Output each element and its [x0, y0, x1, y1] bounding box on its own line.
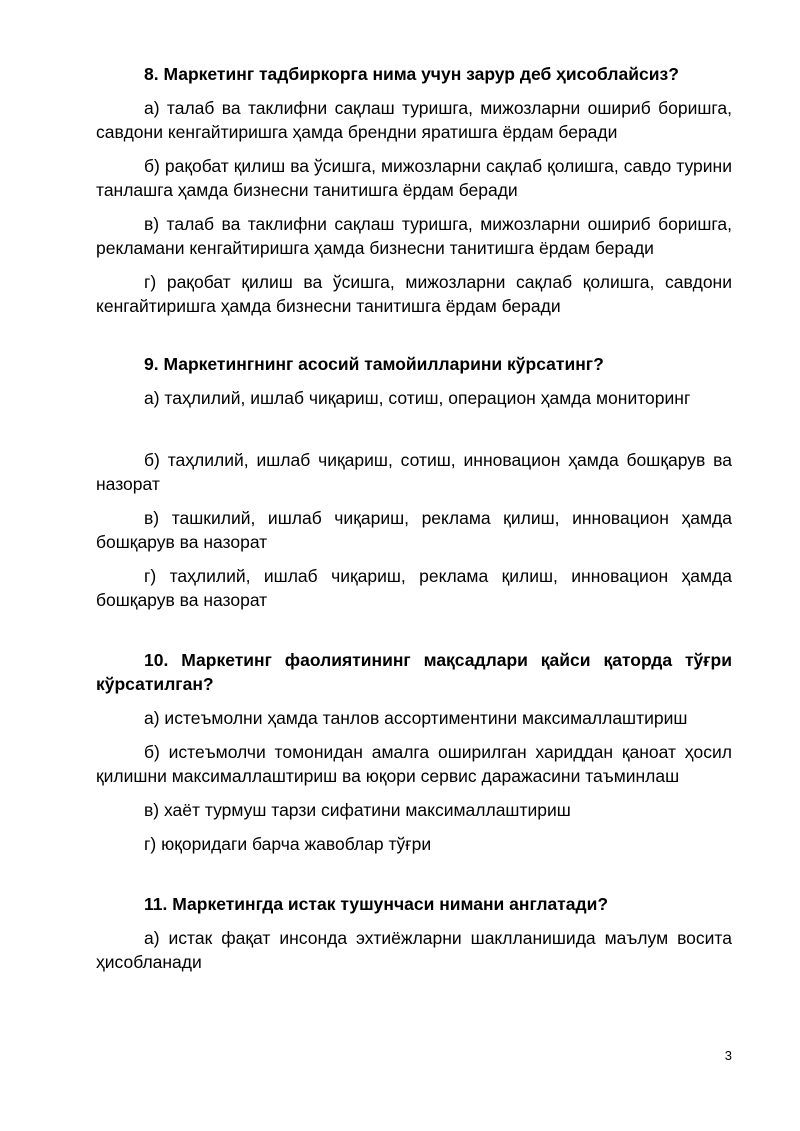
question-11	[96, 892, 732, 974]
question-title: 10. Маркетинг фаолиятининг мақсадлари қайси қаторда тўғри кўрсатилган?	[96, 650, 732, 694]
question-title: 8. Маркетинг тадбиркорга нима учун зарур деб ҳисоблайсиз?	[144, 64, 679, 84]
question-title: 11. Маркетингда истак тушунчаси нимани англатади?	[144, 894, 609, 914]
answer-option-g: г) таҳлилий, ишлаб чиқариш, реклама қилиш, инновацион ҳамда бошқарув ва назорат	[96, 566, 732, 610]
answer-option-b: б) истеъмолчи томонидан амалга оширилган хариддан қаноат ҳосил қилишни максималлаштириш ва юқори сервис даражасини таъминлаш	[96, 742, 732, 786]
answer-option-v: в) ташкилий, ишлаб чиқариш, реклама қилиш, инновацион ҳамда бошқарув ва назорат	[96, 508, 732, 552]
answer-option-a: а) таҳлилий, ишлаб чиқариш, сотиш, операцион ҳамда мониторинг	[144, 388, 691, 408]
answer-option-b: б) таҳлилий, ишлаб чиқариш, сотиш, инновацион ҳамда бошқарув ва назорат	[96, 450, 732, 494]
page-number: 3	[724, 1048, 732, 1063]
answer-option-a: а) талаб ва таклифни сақлаш туришга, мижозларни ошириб боришга, савдони кенгайтиришга ҳамда брендни яратишга ёрдам беради	[96, 98, 732, 142]
answer-option-g: г) рақобат қилиш ва ўсишга, мижозларни сақлаб қолишга, савдони кенгайтиришга ҳамда бизнесни танитишга ёрдам беради	[96, 272, 732, 316]
answer-option-b: б) рақобат қилиш ва ўсишга, мижозларни сақлаб қолишга, савдо турини танлашга ҳамда бизнесни танитишга ёрдам беради	[96, 156, 732, 200]
question-title: 9. Маркетингнинг асосий тамойилларини кўрсатинг?	[144, 354, 604, 374]
answer-option-a: а) истак фақат инсонда эхтиёжларни шаклланишида маълум восита ҳисобланади	[96, 928, 732, 972]
question-9	[96, 352, 732, 612]
document-page	[96, 62, 732, 984]
question-10	[96, 648, 732, 856]
answer-option-v: в) талаб ва таклифни сақлаш туришга, мижозларни ошириб боришга, рекламани кенгайтиришга ҳамда бизнесни танитишга ёрдам беради	[96, 214, 732, 258]
question-8	[96, 62, 732, 318]
answer-option-g: г) юқоридаги барча жавоблар тўғри	[144, 834, 432, 854]
answer-option-v: в) хаёт турмуш тарзи сифатини максималлаштириш	[144, 800, 571, 820]
answer-option-a: а) истеъмолни ҳамда танлов ассортиментини максималлаштириш	[144, 708, 688, 728]
